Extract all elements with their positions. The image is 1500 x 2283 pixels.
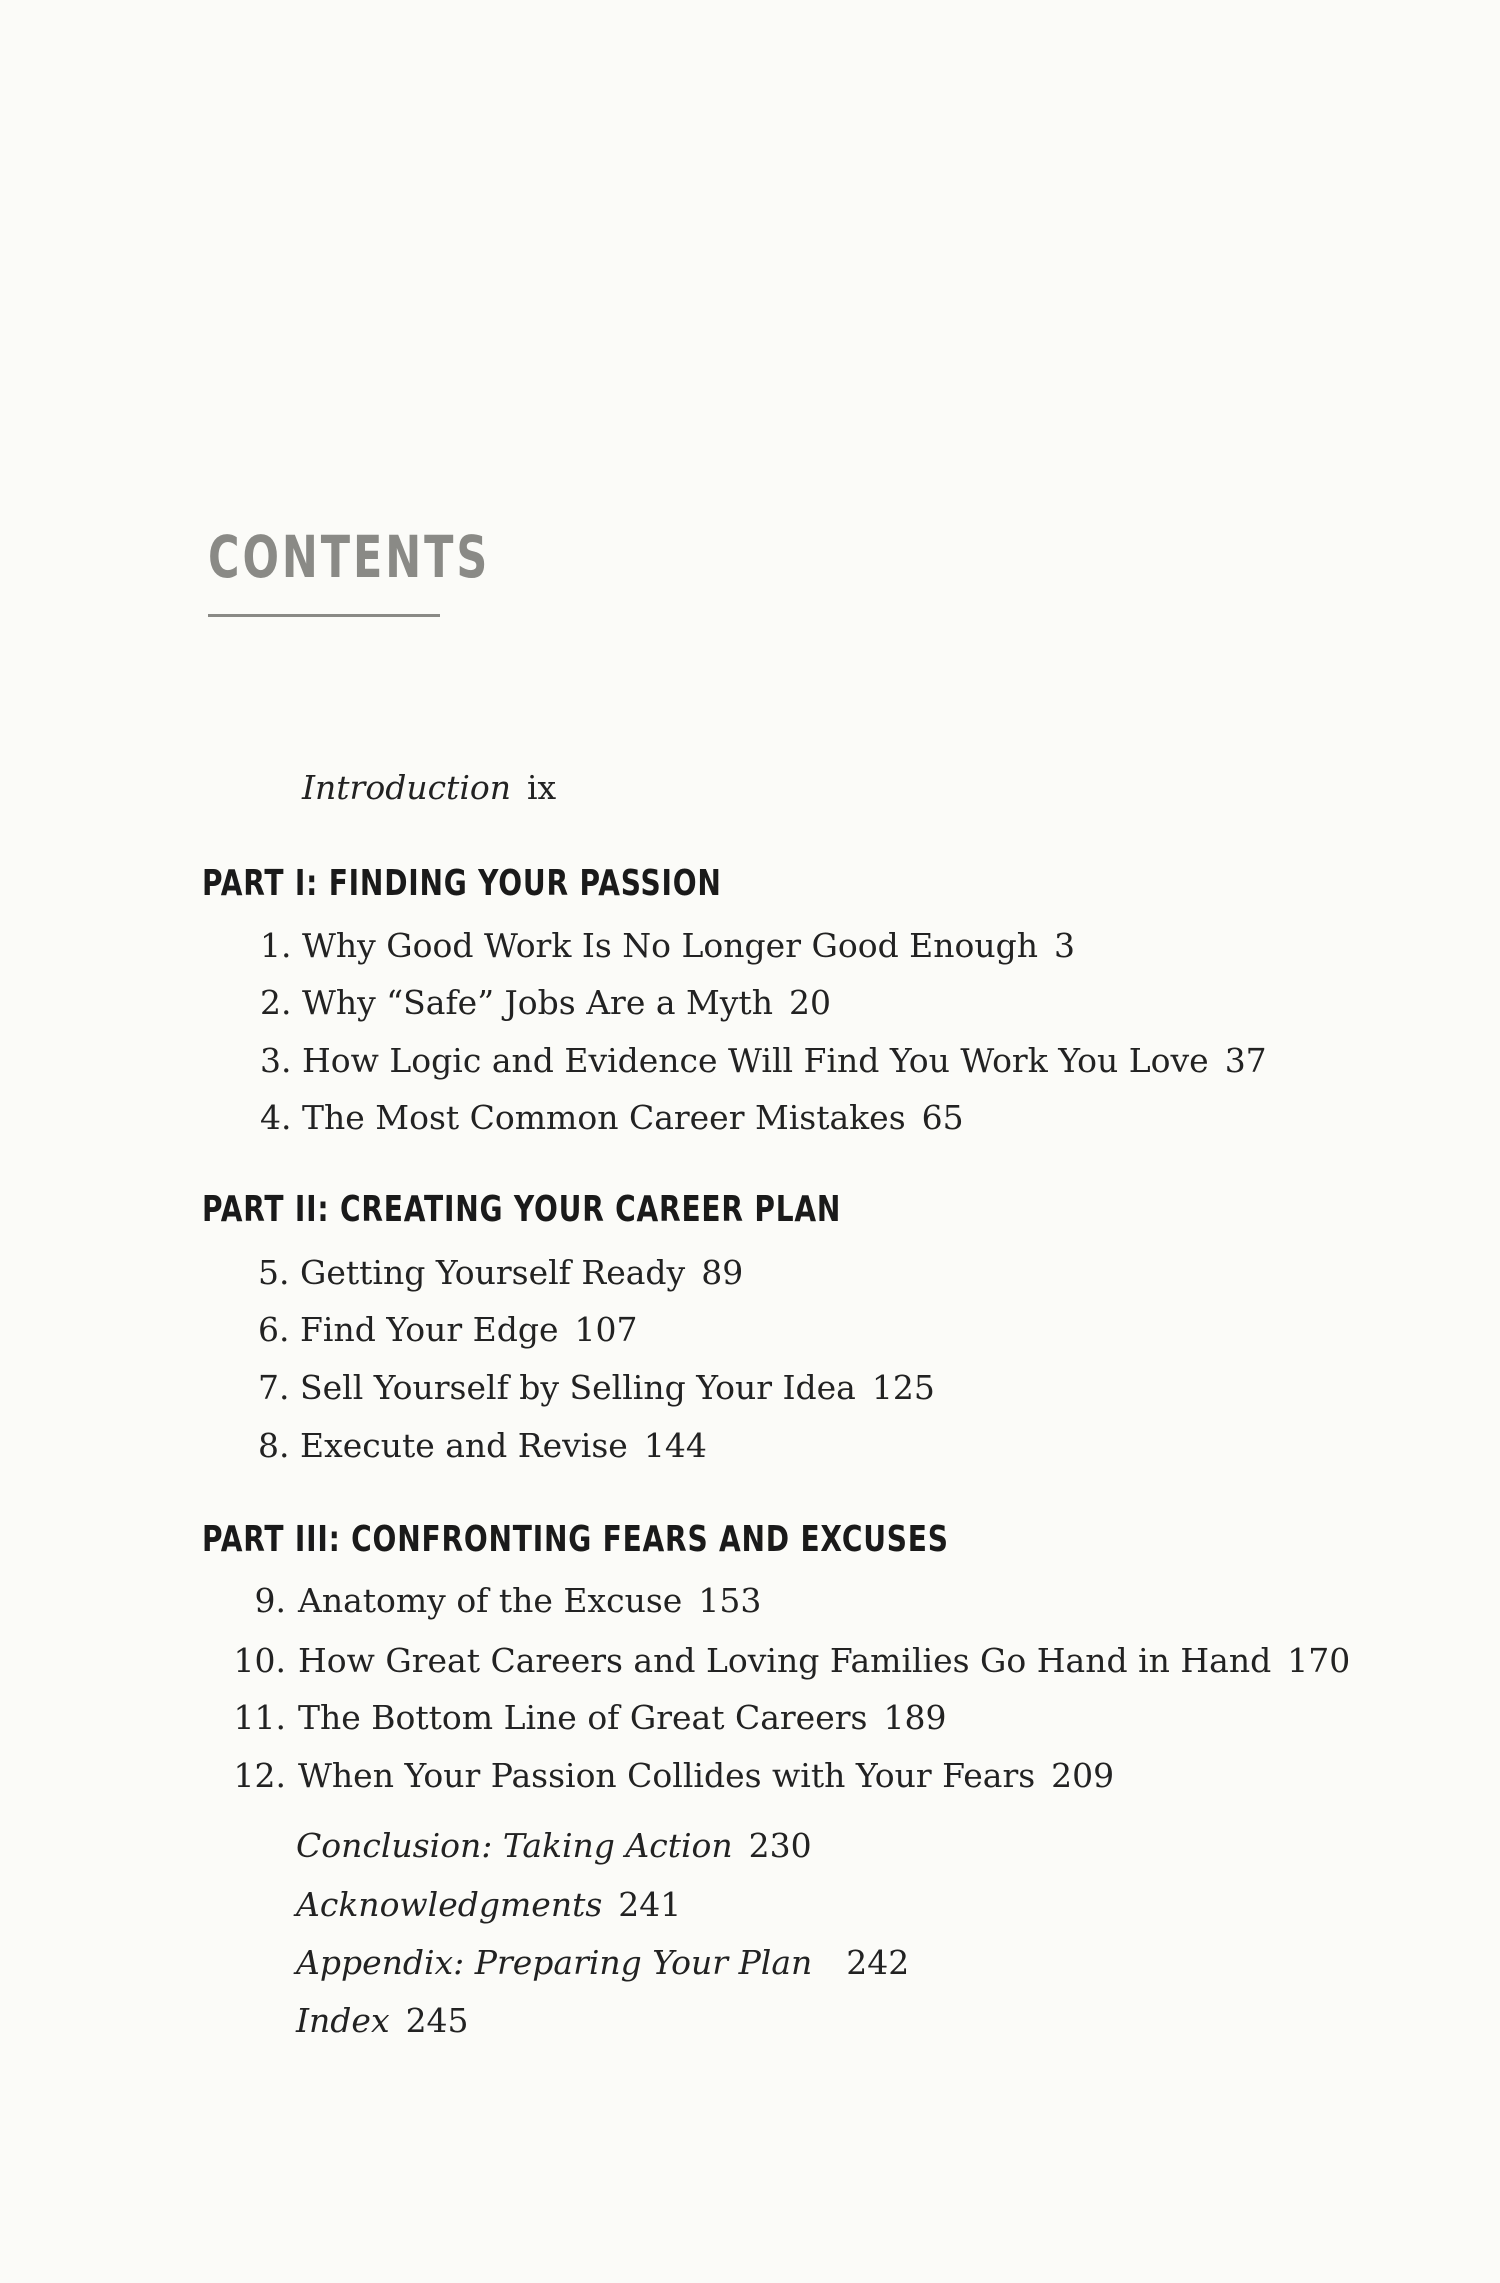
part-heading-3: PART III: CONFRONTING FEARS AND EXCUSES [202,1519,949,1560]
toc-entry-chapter-1 [260,926,1075,966]
chapter-page: 107 [574,1310,638,1349]
toc-entry-chapter-2 [260,983,831,1023]
chapter-page: 37 [1224,1041,1267,1080]
chapter-number: 3. [260,1041,292,1080]
chapter-title: Why “Safe” Jobs Are a Myth [302,983,773,1022]
chapter-number: 2. [260,983,292,1022]
toc-entry-chapter-10 [228,1641,1350,1681]
part-heading-2: PART II: CREATING YOUR CAREER PLAN [202,1189,842,1230]
entry-title: Acknowledgments [296,1885,603,1924]
chapter-page: 170 [1287,1641,1351,1680]
toc-entry-introduction [302,768,556,808]
toc-entry-chapter-7 [258,1368,935,1408]
chapter-title: Execute and Revise [300,1426,628,1465]
entry-page: 230 [748,1826,812,1865]
entry-title: Introduction [302,768,511,807]
chapter-page: 20 [788,983,831,1022]
toc-entry-chapter-5 [258,1253,743,1293]
chapter-number: 9. [254,1581,286,1620]
page-title: CONTENTS [208,523,491,591]
toc-entry-chapter-9 [228,1581,761,1621]
chapter-page: 125 [871,1368,935,1407]
chapter-number: 1. [260,926,292,965]
toc-entry-chapter-8 [258,1426,707,1466]
chapter-title: Getting Yourself Ready [300,1253,686,1292]
toc-entry-conclusion [296,1826,812,1866]
chapter-number: 11. [233,1698,286,1737]
chapter-number: 12. [233,1756,286,1795]
chapter-page: 3 [1054,926,1076,965]
toc-entry-chapter-6 [258,1310,638,1350]
chapter-number: 5. [258,1253,290,1292]
toc-entry-chapter-4 [260,1098,964,1138]
entry-title: Conclusion: Taking Action [296,1826,733,1865]
chapter-page: 65 [921,1098,964,1137]
chapter-number: 4. [260,1098,292,1137]
chapter-title: How Great Careers and Loving Families Go Hand in Hand [298,1641,1272,1680]
toc-entry-chapter-3 [260,1041,1267,1081]
chapter-number: 7. [258,1368,290,1407]
toc-entry-appendix [296,1943,909,1983]
chapter-number: 8. [258,1426,290,1465]
entry-page: 245 [405,2001,469,2040]
title-underline [208,614,440,617]
chapter-number: 10. [233,1641,286,1680]
chapter-page: 209 [1051,1756,1115,1795]
entry-title: Appendix: Preparing Your Plan [296,1943,813,1982]
part-heading-1: PART I: FINDING YOUR PASSION [202,863,722,904]
chapter-title: Sell Yourself by Selling Your Idea [300,1368,856,1407]
chapter-page: 189 [883,1698,947,1737]
chapter-number: 6. [258,1310,290,1349]
entry-page: ix [527,768,557,807]
chapter-page: 144 [643,1426,707,1465]
chapter-page: 89 [701,1253,744,1292]
toc-entry-index [296,2001,469,2041]
chapter-title: The Bottom Line of Great Careers [298,1698,868,1737]
entry-title: Index [296,2001,390,2040]
chapter-title: When Your Passion Collides with Your Fears [298,1756,1036,1795]
toc-entry-chapter-11 [228,1698,946,1738]
entry-page: 241 [618,1885,682,1924]
toc-entry-acknowledgments [296,1885,681,1925]
chapter-title: Anatomy of the Excuse [298,1581,683,1620]
chapter-title: How Logic and Evidence Will Find You Work You Love [302,1041,1209,1080]
chapter-title: The Most Common Career Mistakes [302,1098,906,1137]
chapter-title: Find Your Edge [300,1310,559,1349]
chapter-page: 153 [698,1581,762,1620]
entry-page: 242 [846,1943,910,1982]
chapter-title: Why Good Work Is No Longer Good Enough [302,926,1039,965]
toc-entry-chapter-12 [228,1756,1114,1796]
